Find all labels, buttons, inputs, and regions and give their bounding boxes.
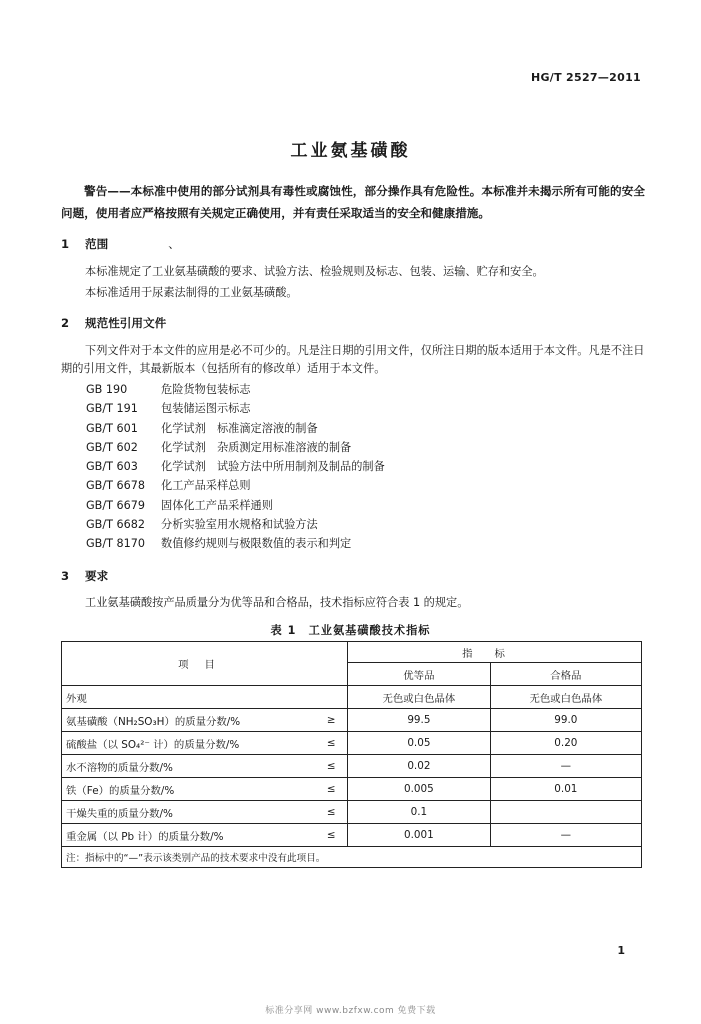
row-value-grade-2: [490, 801, 641, 824]
row-comparator: ≤: [315, 755, 347, 778]
standard-code: HG/T 2527—2011: [530, 71, 641, 84]
section-3-heading: [61, 568, 108, 584]
stray-mark: 、: [168, 237, 180, 251]
reference-code: GB/T 602: [86, 440, 138, 454]
spec-table: [61, 641, 642, 868]
warning-paragraph: 警告——本标准中使用的部分试剂具有毒性或腐蚀性，部分操作具有危险性。本标准并未揭示所有可能的安全问题，使用者应严格按照有关规定正确使用，并有责任采取适当的安全和健康措施。: [61, 184, 645, 220]
paragraph: 下列文件对于本文件的应用是必不可少的。凡是注日期的引用文件，仅所注日期的版本适用于本文件。凡是不注日期的引用文件，其最新版本（包括所有的修改单）适用于本文件。: [61, 344, 645, 375]
row-value-grade-2: —: [490, 755, 641, 778]
table-row: [62, 732, 642, 755]
reference-item: [86, 515, 385, 534]
reference-item: [86, 457, 385, 476]
row-item: 铁（Fe）的质量分数/%: [62, 778, 316, 801]
table-row: [62, 755, 642, 778]
reference-item: [86, 476, 385, 495]
table-row: [62, 709, 642, 732]
row-comparator: ≤: [315, 732, 347, 755]
table-header-row: [62, 642, 642, 663]
section-title: 范围: [85, 237, 109, 251]
table-row: [62, 686, 642, 709]
row-value-grade-1: 0.05: [348, 732, 491, 755]
row-value-grade-1: 0.005: [348, 778, 491, 801]
reference-name: 包装储运图示标志: [161, 402, 251, 416]
header-item-cell: 项目: [62, 642, 348, 686]
row-value-grade-2: 无色或白色晶体: [490, 686, 641, 709]
section-2-heading: [61, 315, 166, 331]
header-grade-2: 合格品: [490, 663, 641, 686]
row-value-grade-1: 无色或白色晶体: [348, 686, 491, 709]
reference-name: 化学试剂 杂质测定用标准溶液的制备: [161, 440, 352, 454]
section-2-body: [61, 342, 645, 381]
row-value-grade-1: 0.001: [348, 824, 491, 847]
section-1-heading: [61, 236, 180, 252]
table-note: 注：指标中的“—”表示该类别产品的技术要求中没有此项目。: [62, 847, 642, 868]
reference-code: GB/T 6682: [86, 518, 145, 532]
page-number: 1: [617, 944, 625, 957]
section-number: 2: [61, 316, 70, 330]
reference-name: 危险货物包装标志: [161, 383, 251, 396]
row-item: 干燥失重的质量分数/%: [62, 801, 316, 824]
table-caption: 表 1 工业氨基磺酸技术指标: [270, 624, 431, 637]
row-comparator: ≤: [315, 801, 347, 824]
reference-name: 分析实验室用水规格和试验方法: [161, 518, 318, 532]
row-item: 硫酸盐（以 SO₄²⁻ 计）的质量分数/%: [62, 732, 316, 755]
reference-code: GB/T 6678: [86, 479, 145, 493]
reference-item: [86, 419, 385, 438]
reference-item: [86, 534, 385, 553]
reference-code: GB/T 603: [86, 460, 138, 474]
reference-name: 数值修约规则与极限数值的表示和判定: [161, 537, 352, 551]
section-1-body: [61, 263, 645, 305]
reference-code: GB/T 8170: [86, 537, 145, 551]
header-grade-1: 优等品: [348, 663, 491, 686]
row-comparator: ≤: [315, 824, 347, 847]
paragraph: 本标准适用于尿素法制得的工业氨基磺酸。: [85, 286, 298, 299]
reference-code: GB 190: [86, 383, 128, 396]
row-value-grade-2: 0.20: [490, 732, 641, 755]
section-3-body: [61, 594, 645, 615]
watermark: 标准分享网 www.bzfxw.com 免费下载: [265, 1006, 436, 1016]
row-comparator: ≤: [315, 778, 347, 801]
row-item: 外观: [62, 686, 348, 709]
document-title: 工业氨基磺酸: [290, 141, 411, 161]
table-note-row: [62, 847, 642, 868]
reference-code: GB/T 6679: [86, 498, 145, 512]
table-row: [62, 778, 642, 801]
reference-item: [86, 438, 385, 457]
row-item: 重金属（以 Pb 计）的质量分数/%: [62, 824, 316, 847]
normative-references-list: [86, 380, 385, 554]
table-row: [62, 824, 642, 847]
row-value-grade-1: 99.5: [348, 709, 491, 732]
reference-item: [86, 399, 385, 418]
header-index-cell: 指标: [348, 642, 642, 663]
row-value-grade-2: 0.01: [490, 778, 641, 801]
reference-name: 固体化工产品采样通则: [161, 498, 273, 512]
row-value-grade-2: 99.0: [490, 709, 641, 732]
reference-name: 化工产品采样总则: [161, 479, 251, 493]
reference-name: 化学试剂 试验方法中所用制剂及制品的制备: [161, 460, 385, 474]
paragraph: 工业氨基磺酸按产品质量分为优等品和合格品，技术指标应符合表 1 的规定。: [85, 596, 469, 609]
row-comparator: ≥: [315, 709, 347, 732]
reference-item: [86, 496, 385, 515]
section-number: 1: [61, 237, 70, 251]
row-value-grade-1: 0.02: [348, 755, 491, 778]
section-title: 要求: [85, 569, 109, 583]
row-value-grade-2: —: [490, 824, 641, 847]
paragraph: 本标准规定了工业氨基磺酸的要求、试验方法、检验规则及标志、包装、运输、贮存和安全。: [85, 265, 544, 278]
reference-name: 化学试剂 标准滴定溶液的制备: [161, 421, 318, 435]
row-value-grade-1: 0.1: [348, 801, 491, 824]
reference-code: GB/T 191: [86, 402, 138, 416]
section-title: 规范性引用文件: [85, 316, 167, 330]
reference-item: [86, 380, 385, 399]
table-row: [62, 801, 642, 824]
section-number: 3: [61, 569, 70, 583]
row-item: 氨基磺酸（NH₂SO₃H）的质量分数/%: [62, 709, 316, 732]
reference-code: GB/T 601: [86, 421, 138, 435]
row-item: 水不溶物的质量分数/%: [62, 755, 316, 778]
